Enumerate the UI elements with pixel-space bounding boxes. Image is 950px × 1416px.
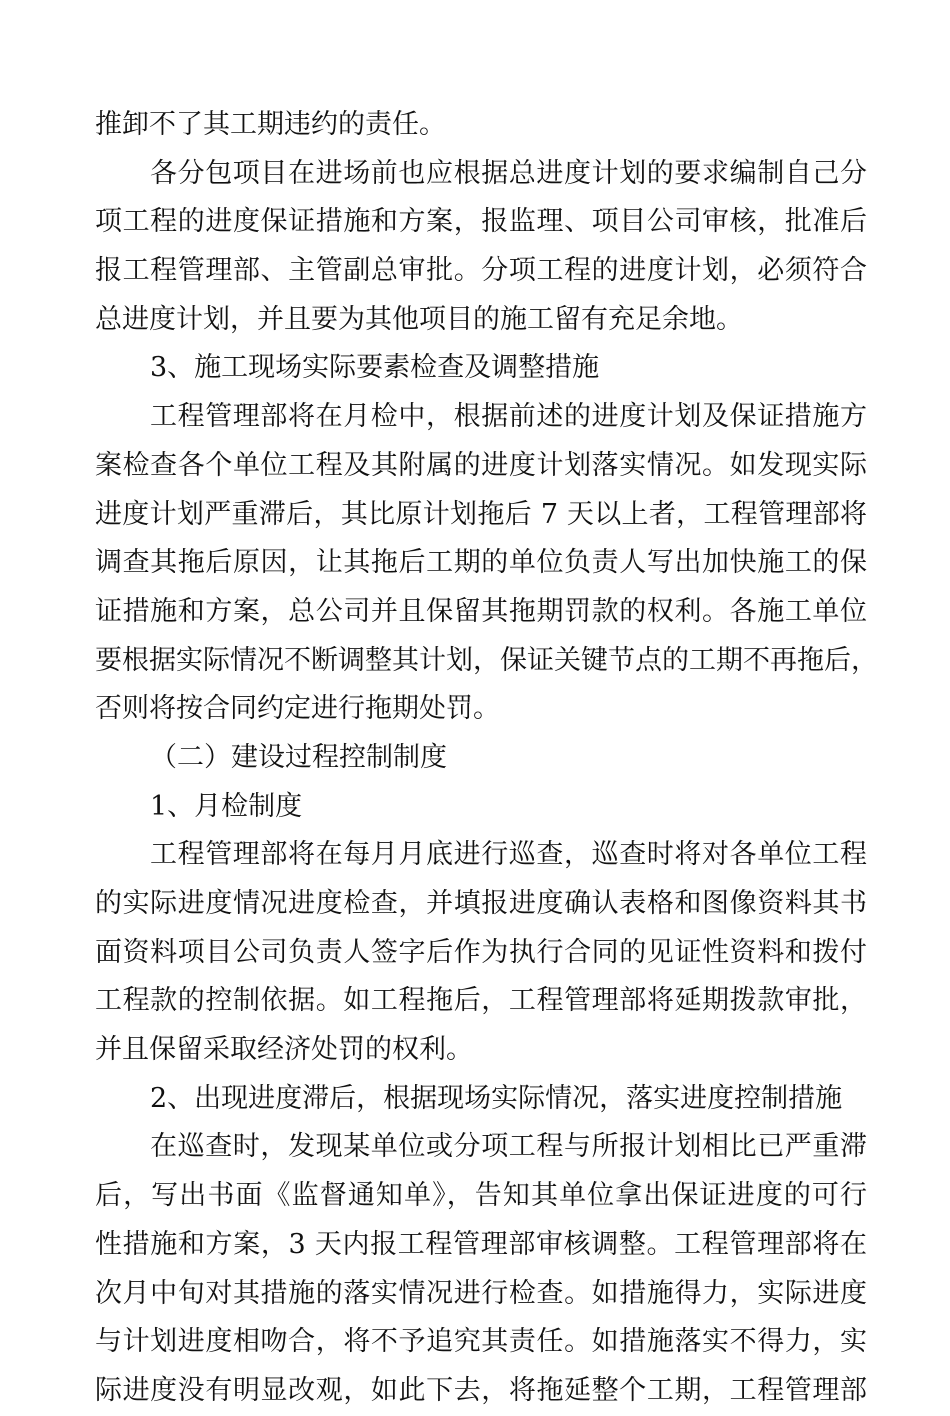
- text-line: 要根据实际情况不断调整其计划，保证关键节点的工期不再拖后，: [95, 644, 878, 676]
- text-line: 工程款的控制依据。如工程拖后，工程管理部将延期拨款审批，: [95, 985, 867, 1017]
- text-line: 工程管理部将在每月月底进行巡查，巡查时将对各单位工程: [150, 839, 867, 871]
- text-line: 项工程的进度保证措施和方案，报监理、项目公司审核，批准后: [95, 206, 867, 238]
- document-page: [95, 101, 878, 1416]
- text-line: 性措施和方案，3 天内报工程管理部审核调整。工程管理部将在: [95, 1228, 867, 1260]
- text-line: 工程管理部将在月检中，根据前述的进度计划及保证措施方: [150, 401, 867, 433]
- text-line: 的实际进度情况进度检查，并填报进度确认表格和图像资料其书: [95, 888, 867, 919]
- text-line: 次月中旬对其措施的落实情况进行检查。如措施得力，实际进度: [95, 1277, 867, 1309]
- text-line: 案检查各个单位工程及其附属的进度计划落实情况。如发现实际: [95, 449, 867, 481]
- section-heading: （二）建设过程控制制度: [150, 741, 447, 773]
- text-line: 各分包项目在进场前也应根据总进度计划的要求编制自己分: [150, 157, 867, 189]
- text-line: 推卸不了其工期违约的责任。: [95, 109, 446, 140]
- text-line: 际进度没有明显改观，如此下去，将拖延整个工期，工程管理部: [95, 1374, 867, 1406]
- section-heading: 2、出现进度滞后，根据现场实际情况，落实进度控制措施: [150, 1082, 843, 1114]
- text-line: 后，写出书面《监督通知单》，告知其单位拿出保证进度的可行: [95, 1180, 867, 1212]
- section-heading: 3、施工现场实际要素检查及调整措施: [150, 352, 600, 384]
- text-line: 总进度计划，并且要为其他项目的施工留有充足余地。: [95, 303, 743, 335]
- text-line: 面资料项目公司负责人签字后作为执行合同的见证性资料和拨付: [95, 936, 867, 968]
- text-line: 进度计划严重滞后，其比原计划拖后 7 天以上者，工程管理部将: [95, 498, 867, 530]
- text-line: 证措施和方案，总公司并且保留其拖期罚款的权利。各施工单位: [95, 595, 867, 627]
- text-line: 否则将按合同约定进行拖期处罚。: [95, 693, 500, 725]
- text-line: 在巡查时，发现某单位或分项工程与所报计划相比已严重滞: [150, 1131, 867, 1163]
- text-line: 并且保留采取经济处罚的权利。: [95, 1034, 473, 1066]
- text-line: 报工程管理部、主管副总审批。分项工程的进度计划，必须符合: [95, 255, 867, 287]
- section-heading: 1、月检制度: [150, 790, 303, 822]
- text-line: 与计划进度相吻合，将不予追究其责任。如措施落实不得力，实: [95, 1326, 867, 1358]
- text-line: 调查其拖后原因，让其拖后工期的单位负责人写出加快施工的保: [95, 547, 867, 579]
